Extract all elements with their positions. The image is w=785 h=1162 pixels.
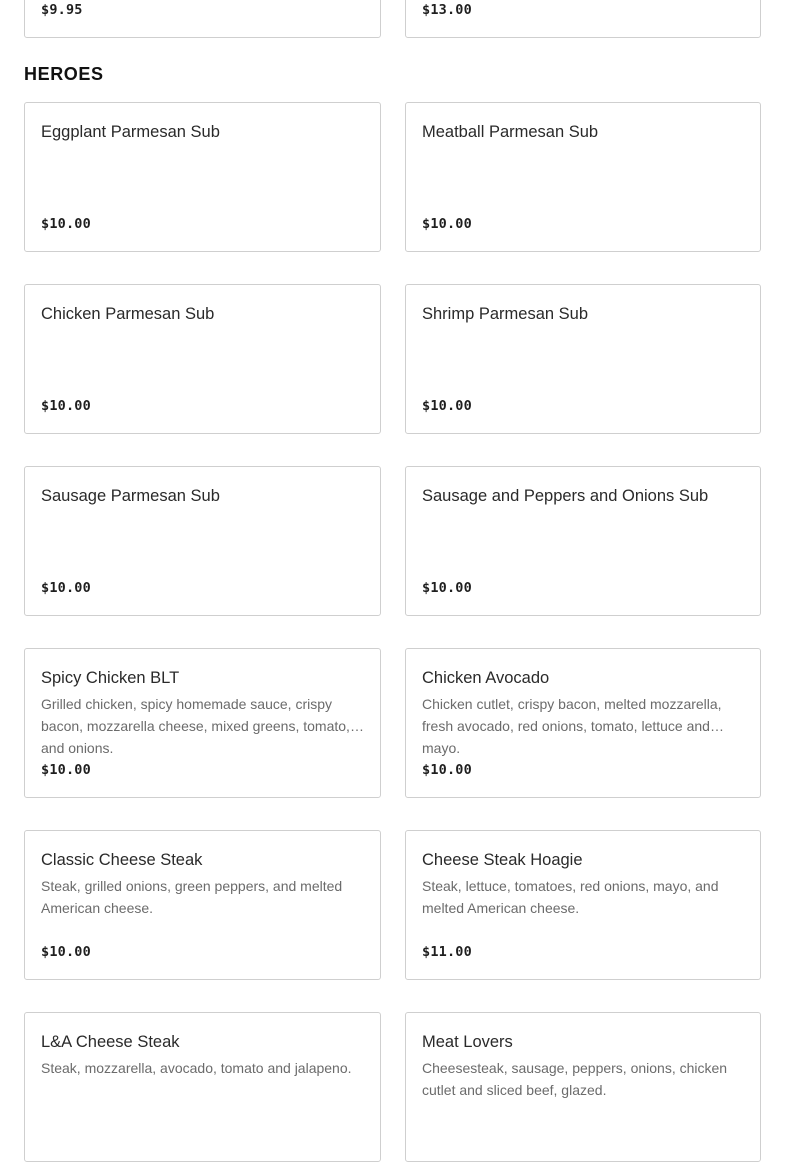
menu-item-card[interactable]	[24, 102, 381, 252]
previous-section-items	[24, 0, 761, 38]
item-name: L&A Cheese Steak	[41, 1033, 180, 1051]
item-name: Sausage and Peppers and Onions Sub	[422, 487, 709, 505]
menu-item-card[interactable]	[405, 102, 761, 252]
menu-item-card[interactable]	[405, 284, 761, 434]
item-description: Cheesesteak, sausage, peppers, onions, chicken cutlet and sliced beef, glazed.	[422, 1060, 728, 1098]
item-price: $13.00	[422, 2, 472, 18]
item-name: Sausage Parmesan Sub	[41, 487, 220, 505]
item-description: Chicken cutlet, crispy bacon, melted mozzarella, fresh avocado, red onions, tomato, lettuce and mayo.	[422, 696, 722, 756]
menu-item-card[interactable]	[405, 648, 761, 798]
item-price: $10.00	[422, 762, 472, 778]
item-price: $10.00	[41, 216, 91, 232]
menu-item-card[interactable]	[24, 830, 381, 980]
item-name: Cheese Steak Hoagie	[422, 851, 583, 869]
item-name: Shrimp Parmesan Sub	[422, 305, 588, 323]
item-name: Meatball Parmesan Sub	[422, 123, 599, 141]
item-price: $10.00	[41, 762, 91, 778]
item-name: Spicy Chicken BLT	[41, 669, 180, 687]
menu-item-card[interactable]	[24, 1012, 381, 1162]
item-description: Steak, mozzarella, avocado, tomato and jalapeno.	[41, 1060, 352, 1076]
menu-item-card[interactable]	[405, 830, 761, 980]
heroes-item-grid	[24, 102, 761, 1162]
item-name: Chicken Parmesan Sub	[41, 305, 215, 323]
item-price: $10.00	[422, 398, 472, 414]
item-price: $10.00	[422, 216, 472, 232]
menu-item-card[interactable]	[405, 466, 761, 616]
item-description: Steak, lettuce, tomatoes, red onions, mayo, and melted American cheese.	[422, 878, 719, 916]
item-price: $10.00	[422, 580, 472, 596]
item-price: $10.00	[41, 580, 91, 596]
item-name: Eggplant Parmesan Sub	[41, 123, 220, 141]
section-title-heroes: HEROES	[24, 64, 104, 84]
menu-item-card[interactable]	[24, 0, 381, 38]
item-description: Grilled chicken, spicy homemade sauce, crispy bacon, mozzarella cheese, mixed greens, tomato, and onions.	[41, 696, 350, 756]
menu-item-card[interactable]	[405, 0, 761, 38]
menu-item-card[interactable]	[24, 284, 381, 434]
item-price: $10.00	[41, 398, 91, 414]
menu-item-card[interactable]	[24, 466, 381, 616]
item-price: $9.95	[41, 2, 83, 18]
item-name: Chicken Avocado	[422, 669, 550, 687]
menu-item-card[interactable]	[24, 648, 381, 798]
menu-item-card[interactable]	[405, 1012, 761, 1162]
item-name: Classic Cheese Steak	[41, 851, 203, 869]
item-description: Steak, grilled onions, green peppers, and melted American cheese.	[41, 878, 343, 916]
item-name: Meat Lovers	[422, 1033, 513, 1051]
item-price: $11.00	[422, 944, 472, 960]
item-price: $10.00	[41, 944, 91, 960]
